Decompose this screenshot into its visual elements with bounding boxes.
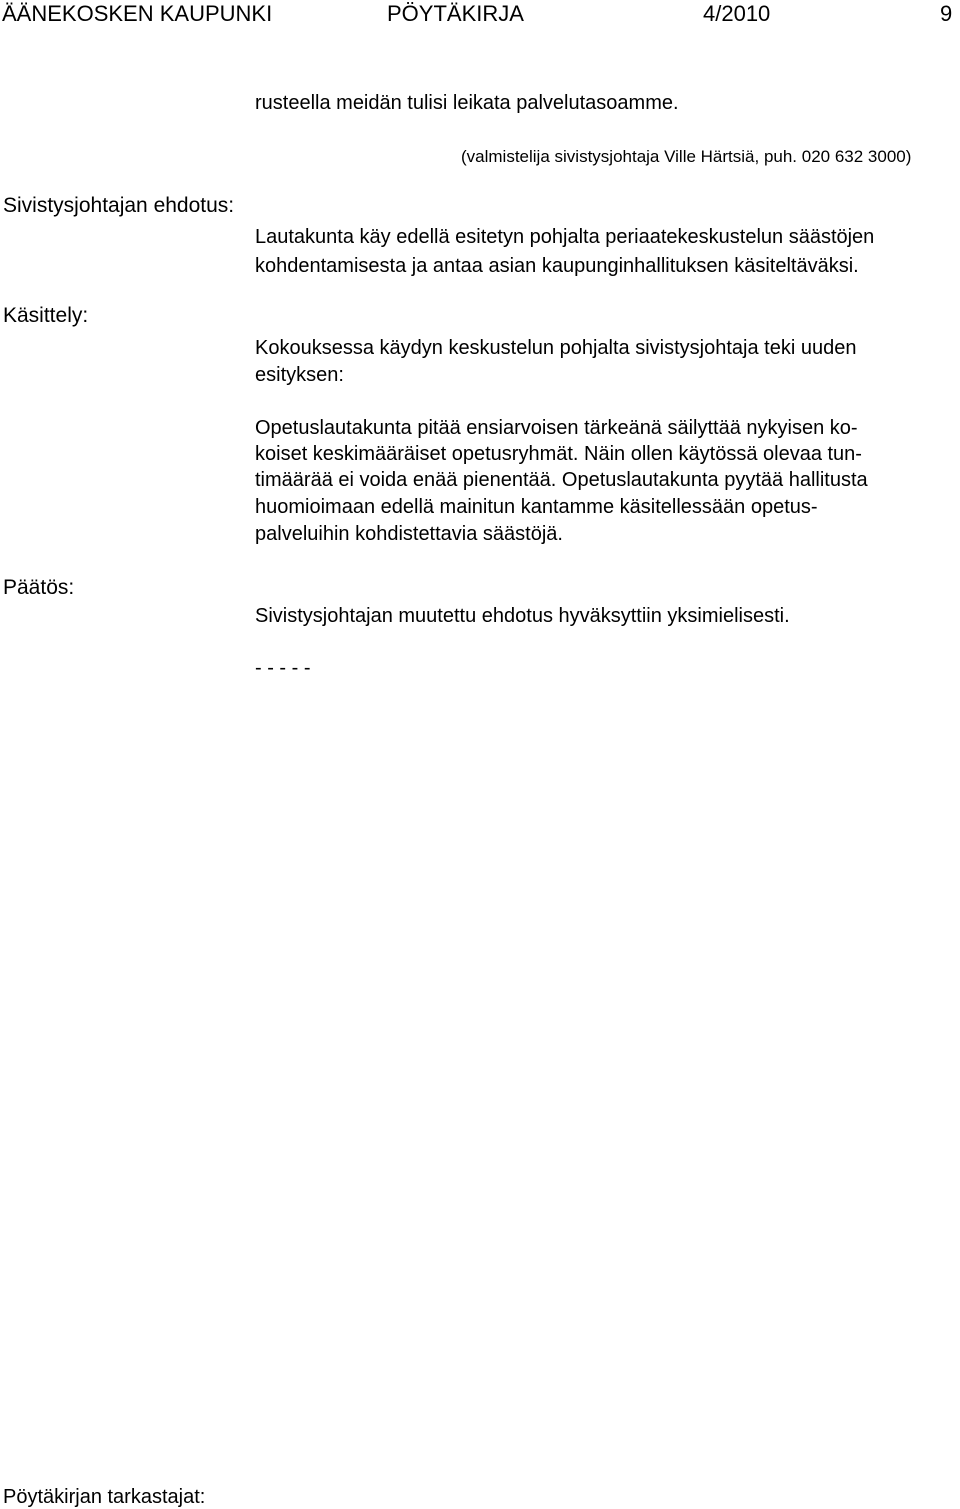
handling-line: esityksen:: [255, 364, 344, 386]
statement-line: huomioimaan edellä mainitun kantamme käsitellessään opetus-: [255, 496, 818, 518]
handling-label: Käsittely:: [3, 304, 89, 327]
page-number: 9: [940, 1, 953, 26]
section-separator: - - - - -: [255, 657, 311, 679]
document-type: PÖYTÄKIRJA: [387, 1, 524, 26]
statement-line: Opetuslautakunta pitää ensiarvoisen tärkeänä säilyttää nykyisen ko-: [255, 417, 858, 439]
decision-text: Sivistysjohtajan muutettu ehdotus hyväksyttiin yksimielisesti.: [255, 605, 790, 627]
proposal-label: Sivistysjohtajan ehdotus:: [3, 194, 235, 217]
organization-name: ÄÄNEKOSKEN KAUPUNKI: [2, 1, 273, 26]
statement-line: timäärää ei voida enää pienentää. Opetuslautakunta pyytää hallitusta: [255, 469, 868, 491]
proposal-line: kohdentamisesta ja antaa asian kaupunginhallituksen käsiteltäväksi.: [255, 255, 859, 277]
preparer-note: (valmistelija sivistysjohtaja Ville Härtsiä, puh. 020 632 3000): [461, 147, 912, 166]
document-number: 4/2010: [703, 1, 771, 26]
statement-line: koiset keskimääräiset opetusryhmät. Näin ollen käytössä olevaa tun-: [255, 443, 862, 465]
footer-label: Pöytäkirjan tarkastajat:: [3, 1486, 206, 1508]
intro-line: rusteella meidän tulisi leikata palvelutasoamme.: [255, 92, 679, 114]
handling-line: Kokouksessa käydyn keskustelun pohjalta sivistysjohtaja teki uuden: [255, 337, 857, 359]
statement-line: palveluihin kohdistettavia säästöjä.: [255, 523, 563, 545]
proposal-line: Lautakunta käy edellä esitetyn pohjalta periaatekeskustelun säästöjen: [255, 226, 875, 248]
decision-label: Päätös:: [3, 576, 75, 599]
